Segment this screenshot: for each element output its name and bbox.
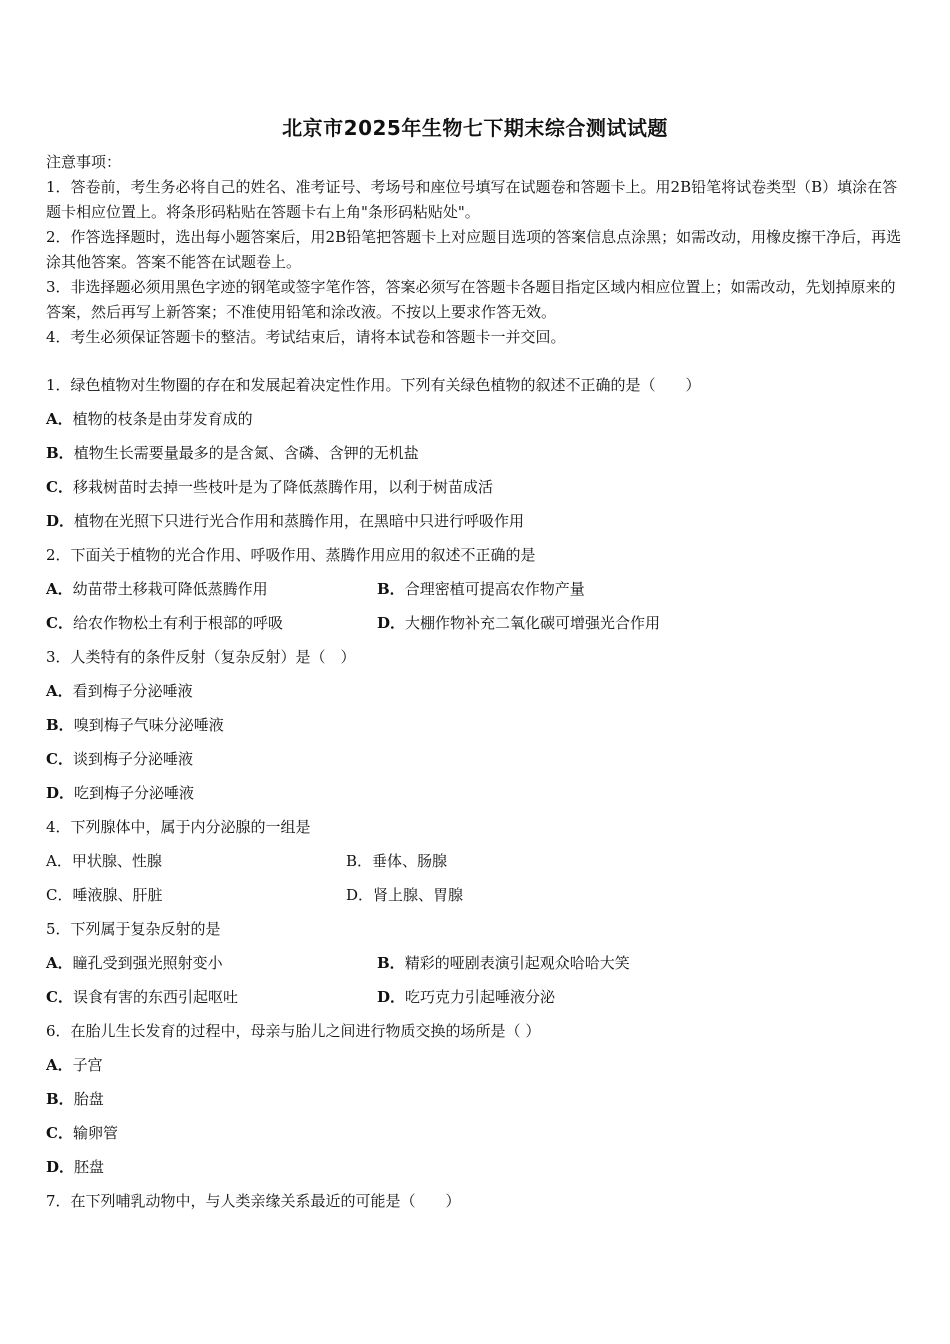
notice-item: 1．答卷前，考生务必将自己的姓名、准考证号、考场号和座位号填写在试题卷和答题卡上。用2B铅笔将试卷类型（B）填涂在答题卡相应位置上。将条形码粘贴在答题卡右上角"条形码粘贴处"。 [46, 178, 898, 221]
option-2a [46, 577, 377, 611]
option-letter: B． [377, 580, 405, 598]
option-5c [46, 985, 377, 1019]
option-letter: A． [46, 580, 73, 598]
option-3c [46, 747, 906, 781]
notice-item: 2．作答选择题时，选出每小题答案后，用2B铅笔把答题卡上对应题目选项的答案信息点涂黑；如需改动，用橡皮擦干净后，再选涂其他答案。答案不能答在试题卷上。 [46, 228, 902, 271]
option-text: 唾液腺、肝脏 [72, 886, 163, 904]
option-letter: A． [46, 682, 73, 700]
option-text: 子宫 [72, 1056, 103, 1074]
option-6c [46, 1121, 906, 1155]
option-4d [346, 883, 677, 917]
notice-section [46, 150, 906, 350]
option-5b [377, 951, 708, 985]
option-letter: C． [46, 614, 73, 632]
option-letter: A． [46, 1056, 73, 1074]
option-letter: A． [46, 410, 73, 428]
option-text: 幼苗带土移栽可降低蒸腾作用 [72, 580, 268, 598]
option-1d [46, 509, 906, 543]
option-letter: D． [377, 988, 406, 1006]
option-row [46, 883, 906, 917]
option-text: 垂体、肠腺 [372, 852, 448, 870]
page-title: 北京市2025年生物七下期末综合测试试题 [282, 116, 668, 140]
option-6b [46, 1087, 906, 1121]
notice-item: 4．考生必须保证答题卡的整洁。考试结束后，请将本试卷和答题卡一并交回。 [46, 328, 566, 346]
option-letter: C． [46, 1124, 73, 1142]
question-stem: 2．下面关于植物的光合作用、呼吸作用、蒸腾作用应用的叙述不正确的是 [46, 546, 536, 564]
question-stem: 6．在胎儿生长发育的过程中，母亲与胎儿之间进行物质交换的场所是（ ） [46, 1022, 541, 1040]
option-row [46, 577, 906, 611]
option-3d [46, 781, 906, 815]
option-3a [46, 679, 906, 713]
option-4a [46, 849, 346, 883]
option-text: 植物在光照下只进行光合作用和蒸腾作用，在黑暗中只进行呼吸作用 [74, 512, 525, 530]
option-text: 甲状腺、性腺 [71, 852, 162, 870]
option-row [46, 611, 906, 645]
option-letter: C． [46, 886, 73, 904]
option-text: 看到梅子分泌唾液 [72, 682, 193, 700]
option-letter: C． [46, 988, 73, 1006]
option-text: 移栽树苗时去掉一些枝叶是为了降低蒸腾作用，以利于树苗成活 [72, 478, 493, 496]
option-2c [46, 611, 377, 645]
option-row [46, 849, 906, 883]
option-letter: D． [46, 784, 75, 802]
option-text: 吃巧克力引起唾液分泌 [405, 988, 556, 1006]
option-2d [377, 611, 708, 645]
option-5a [46, 951, 377, 985]
option-2b [377, 577, 708, 611]
option-letter: A． [46, 852, 72, 870]
option-text: 吃到梅子分泌唾液 [74, 784, 195, 802]
notice-item: 3．非选择题必须用黑色字迹的钢笔或签字笔作答，答案必须写在答题卡各题目指定区域内相应位置上；如需改动，先划掉原来的答案，然后再写上新答案；不准使用铅笔和涂改液。不按以上要求作答无效。 [46, 278, 896, 321]
option-letter: C． [46, 478, 73, 496]
option-1a [46, 407, 906, 441]
option-letter: D． [377, 614, 406, 632]
option-3b [46, 713, 906, 747]
option-text: 精彩的哑剧表演引起观众哈哈大笑 [404, 954, 630, 972]
option-text: 谈到梅子分泌唾液 [72, 750, 193, 768]
option-letter: A． [46, 954, 73, 972]
question-stem: 4．下列腺体中，属于内分泌腺的一组是 [46, 818, 311, 836]
option-letter: B． [46, 444, 74, 462]
question-stem: 1．绿色植物对生物圈的存在和发展起着决定性作用。下列有关绿色植物的叙述不正确的是（ ） [46, 376, 701, 394]
question-stem: 5．下列属于复杂反射的是 [46, 920, 221, 938]
question-stem: 7．在下列哺乳动物中，与人类亲缘关系最近的可能是（ ） [46, 1192, 461, 1210]
option-letter: D． [346, 886, 374, 904]
option-4b [346, 849, 677, 883]
option-letter: B． [346, 852, 373, 870]
option-letter: D． [46, 1158, 75, 1176]
option-5d [377, 985, 708, 1019]
option-letter: B． [46, 1090, 74, 1108]
option-text: 胚盘 [74, 1158, 105, 1176]
option-6d [46, 1155, 906, 1189]
option-row [46, 951, 906, 985]
option-text: 给农作物松土有利于根部的呼吸 [72, 614, 283, 632]
question-stem: 3．人类特有的条件反射（复杂反射）是（ ） [46, 648, 356, 666]
option-1b [46, 441, 906, 475]
option-text: 胎盘 [73, 1090, 104, 1108]
option-text: 肾上腺、胃腺 [373, 886, 464, 904]
option-6a [46, 1053, 906, 1087]
option-letter: B． [377, 954, 405, 972]
option-letter: D． [46, 512, 75, 530]
option-text: 输卵管 [72, 1124, 118, 1142]
option-letter: C． [46, 750, 73, 768]
question-list [46, 373, 906, 1223]
option-text: 合理密植可提高农作物产量 [404, 580, 585, 598]
option-text: 大棚作物补充二氧化碳可增强光合作用 [405, 614, 661, 632]
option-1c [46, 475, 906, 509]
option-text: 植物的枝条是由芽发育成的 [72, 410, 253, 428]
option-text: 嗅到梅子气味分泌唾液 [73, 716, 224, 734]
option-letter: B． [46, 716, 74, 734]
notice-heading: 注意事项： [46, 153, 122, 171]
option-row [46, 985, 906, 1019]
option-text: 误食有害的东西引起呕吐 [72, 988, 238, 1006]
option-text: 瞳孔受到强光照射变小 [72, 954, 223, 972]
option-4c [46, 883, 346, 917]
option-text: 植物生长需要量最多的是含氮、含磷、含钾的无机盐 [73, 444, 419, 462]
